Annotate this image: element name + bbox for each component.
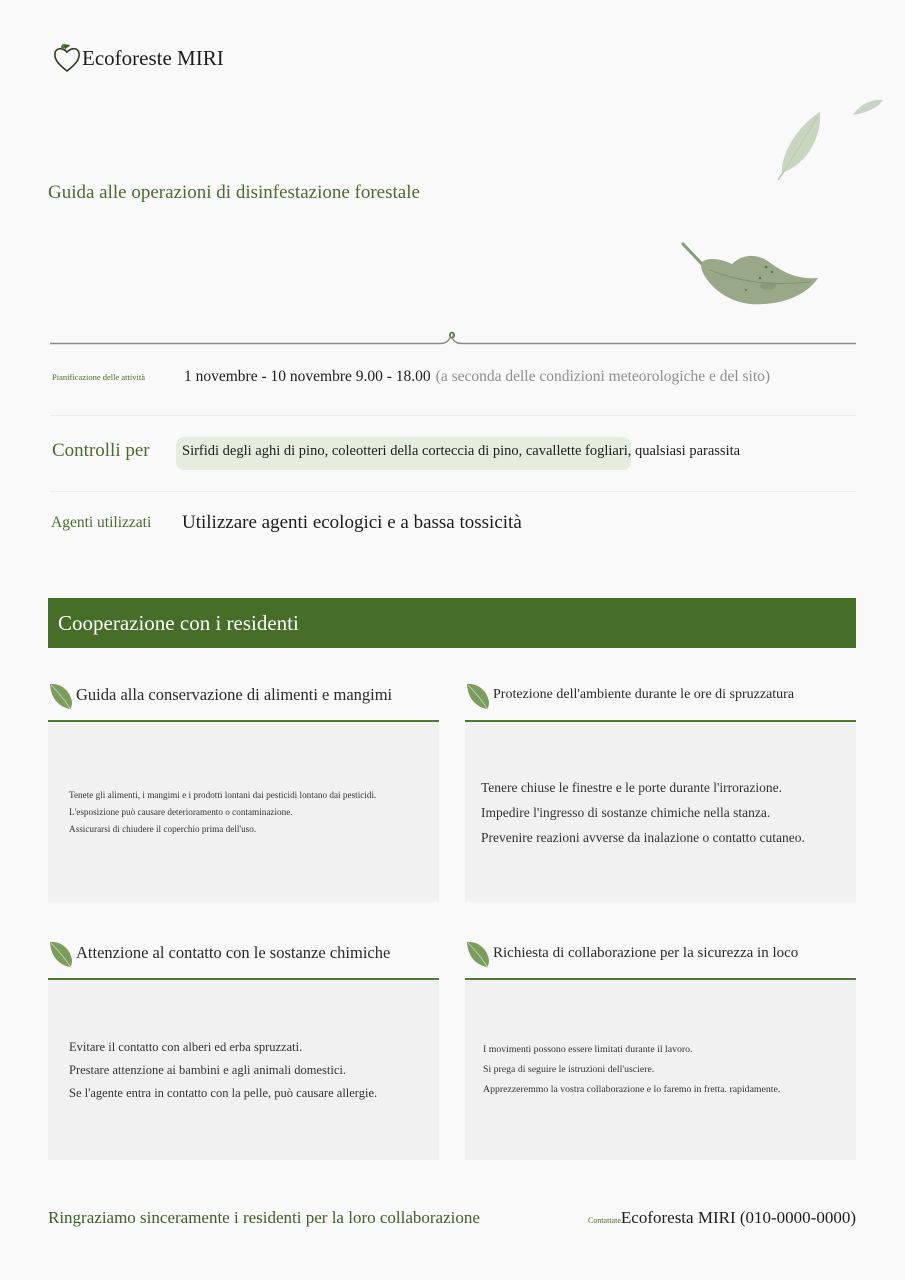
card-body [465, 722, 856, 902]
cooperation-banner [48, 598, 856, 648]
row-separator [50, 491, 856, 492]
agents-value: Utilizzare agenti ecologici e a bassa tossicità [182, 512, 522, 533]
card-line: Prestare attenzione ai bambini e agli animali domestici. [69, 1062, 346, 1077]
card-body [465, 980, 856, 1160]
controls-row [50, 440, 856, 462]
brand-logo [52, 42, 224, 74]
card-line: Apprezzeremmo la vostra collaborazione e lo faremo in fretta. rapidamente. [483, 1084, 781, 1095]
schedule-value: 1 novembre - 10 novembre 9.00 - 18.00 [184, 368, 431, 385]
cooperation-title: Cooperazione con i residenti [58, 610, 299, 635]
row-separator [50, 415, 856, 416]
card-food-storage [48, 670, 439, 902]
leaf-icon [465, 680, 491, 710]
card-chemical-contact [48, 928, 439, 1160]
agents-row [50, 512, 856, 534]
small-leaf-icon [850, 96, 886, 118]
card-line: Si prega di seguire le istruzioni dell'usciere. [483, 1064, 655, 1075]
schedule-note: (a seconda delle condizioni meteorologiche e del sito) [435, 368, 771, 385]
page-subtitle: Guida alle operazioni di disinfestazione forestale [48, 182, 420, 203]
card-title: Guida alla conservazione di alimenti e mangimi [76, 685, 393, 704]
heart-leaf-icon [52, 42, 82, 74]
card-line: I movimenti possono essere limitati durante il lavoro. [483, 1044, 693, 1055]
contact-value: Ecoforesta MIRI (010-0000-0000) [620, 1208, 856, 1227]
card-header [48, 928, 439, 980]
card-header [48, 670, 439, 722]
card-title: Protezione dell'ambiente durante le ore di spruzzatura [493, 687, 795, 702]
footer-contact [588, 1208, 856, 1228]
agents-label: Agenti utilizzati [51, 514, 152, 531]
footer-thanks: Ringraziamo sinceramente i residenti per la loro collaborazione [48, 1208, 480, 1227]
controls-value: Sirfidi degli aghi di pino, coleotteri della corteccia di pino, cavallette fogliari, qualsiasi parassita [182, 442, 741, 459]
card-body [48, 722, 439, 902]
card-title: Attenzione al contatto con le sostanze chimiche [76, 943, 391, 962]
card-line: Se l'agente entra in contatto con la pelle, può causare allergie. [69, 1085, 378, 1100]
brand-name: Ecoforeste MIRI [82, 45, 224, 70]
card-line: Tenete gli alimenti, i mangimi e i prodotti lontani dai pesticidi lontano dai pesticidi. [69, 789, 377, 800]
card-line: Prevenire reazioni avverse da inalazione o contatto cutaneo. [481, 829, 805, 845]
leaf-icon [48, 680, 74, 710]
card-header [465, 670, 856, 722]
ornamental-divider [50, 331, 856, 347]
card-header [465, 928, 856, 980]
card-site-safety [465, 928, 856, 1160]
contact-label: Contattate [588, 1216, 621, 1225]
card-line: Assicurarsi di chiudere il coperchio prima dell'uso. [69, 823, 257, 834]
dry-leaf-icon [680, 240, 822, 310]
leaf-icon [48, 938, 74, 968]
controls-label: Controlli per [52, 440, 150, 461]
card-body [48, 980, 439, 1160]
leaf-icon [465, 938, 491, 968]
card-line: L'esposizione può causare deterioramento o contaminazione. [69, 806, 293, 817]
card-line: Impedire l'ingresso di sostanze chimiche nella stanza. [481, 804, 771, 820]
schedule-label: Pianificazione delle attività [52, 372, 145, 382]
falling-leaf-icon [776, 108, 826, 182]
card-title: Richiesta di collaborazione per la sicurezza in loco [493, 944, 799, 961]
card-spraying-protection [465, 670, 856, 902]
card-line: Tenere chiuse le finestre e le porte durante l'irrorazione. [481, 779, 782, 795]
card-line: Evitare il contatto con alberi ed erba spruzzati. [69, 1039, 303, 1054]
schedule-row [50, 368, 856, 386]
